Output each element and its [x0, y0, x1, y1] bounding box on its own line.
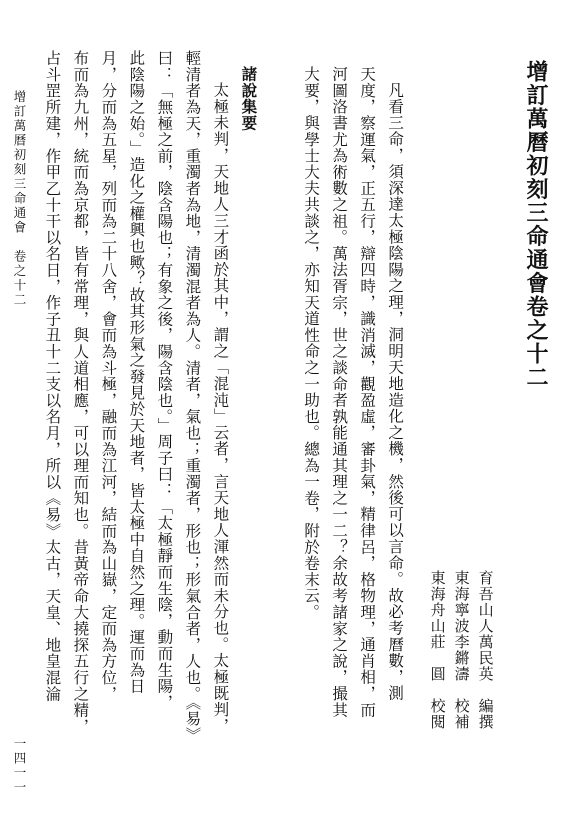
section-line-6: 布而為九州，統而為京都，皆有常理，與人道相應，可以理而知也。昔黃帝命大撓探五行之精，: [71, 50, 90, 735]
section-line-4: 此陰陽之始。」造化之權興也歟？故其形氣之發見於天地者，皆太極中自然之理。運而為日: [127, 50, 146, 695]
section-line-2: 輕清者為天，重濁者為地，清濁混者為人。清者，氣也；重濁者，形也；形氣合者，人也。《易》: [183, 50, 202, 744]
preface-line-3: 河圖洛書尤為術數之祖。萬法胥宗，世之談命者孰能通其理之一二？余故考諸家之說，撮其: [330, 66, 349, 718]
section-line-7: 占斗罡所建，作甲乙十干以名日，作子丑十二支以名月，所以《易》太古，天皇、地皇混淪: [43, 50, 62, 702]
credit-line-1: 育吾山人萬民英 編撰: [476, 570, 495, 730]
section-text: [38, 50, 262, 795]
credit-line-3: 東海舟山莊 圓 校閱: [428, 570, 447, 730]
section-line-3: 曰：「無極之前，陰含陽也；有象之後，陽含陰也。」周子曰：「太極靜而生陰，動而生陽，: [155, 50, 174, 711]
preface-text: [297, 50, 409, 795]
section-line-1: 太極未判，天地人三才函於其中，謂之「混沌」云者，言天地人渾然而未分也。太極既判，: [211, 82, 230, 734]
page-number: 一四一一: [12, 737, 27, 795]
section-line-5: 月，分而為五星，列而為二十八舍，會而為斗極，融而為江河，結而為山嶽，定而為方位，: [99, 50, 118, 702]
preface-line-4: 大要，與學士大夫共談之，亦知天道性命之一助也。總為一卷，附於卷末云。: [302, 66, 321, 621]
margin-label: 增訂萬曆初刻三命通會 卷之十二: [12, 90, 27, 308]
credit-line-2: 東海寧波李鏘濤 校補: [452, 570, 471, 730]
preface-line-2: 天度，察運氣，正五行，辯四時，識消滅，觀盈虛，審卦氣，精律呂，格物理，通肖相，而: [358, 66, 377, 718]
page-margin: [10, 50, 28, 795]
section-heading: 諸說集要: [239, 66, 259, 132]
page-title: 增訂萬曆初刻三命通會卷之十二: [522, 60, 549, 389]
preface-line-1: 凡看三命，須深達太極陰陽之理，洞明天地造化之機，然後可以言命。故必考曆數，測: [386, 82, 405, 702]
editor-credits: [426, 50, 498, 793]
section-gap: [273, 50, 287, 793]
